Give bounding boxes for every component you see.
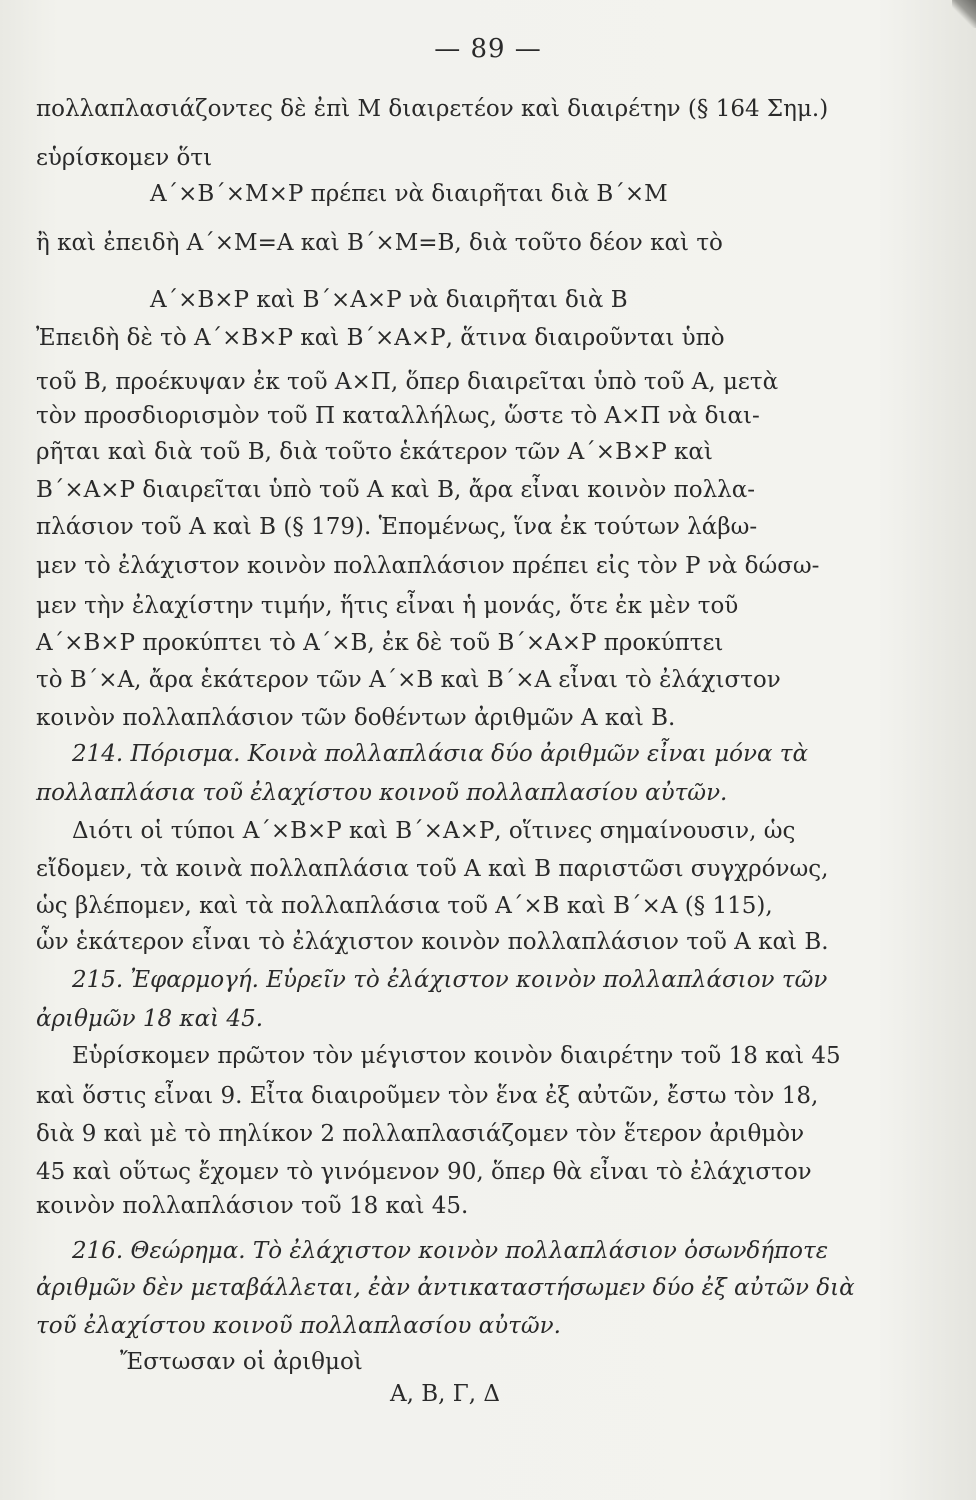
text-line: πλάσιον τοῦ Α καὶ Β (§ 179). Ἑπομένως, ἵνα ἐκ τούτων λάβω- bbox=[36, 514, 758, 540]
page-number: — 89 — bbox=[434, 34, 542, 64]
text-line: Ἔστωσαν οἱ ἀριθμοὶ bbox=[120, 1349, 363, 1375]
text-line: ρῆται καὶ διὰ τοῦ Β, διὰ τοῦτο ἑκάτερον τῶν Α΄×Β×Ρ καὶ bbox=[36, 439, 713, 465]
theorem-heading: 216. Θεώρημα. Τὸ ἐλάχιστον κοινὸν πολλαπλάσιον ὁσωνδήποτε bbox=[72, 1238, 829, 1264]
formula-line: Α΄×Β΄×Μ×Ρ πρέπει νὰ διαιρῆται διὰ Β΄×Μ bbox=[150, 181, 668, 207]
application-text: ἀριθμῶν 18 καὶ 45. bbox=[36, 1006, 264, 1032]
formula-line: Α, Β, Γ, Δ bbox=[390, 1381, 500, 1407]
corollary-text: πολλαπλάσια τοῦ ἐλαχίστου κοινοῦ πολλαπλασίου αὐτῶν. bbox=[36, 780, 728, 806]
text-line: Β΄×Α×Ρ διαιρεῖται ὑπὸ τοῦ Α καὶ Β, ἄρα εἶναι κοινὸν πολλα- bbox=[36, 477, 756, 503]
corollary-heading: 214. Πόρισμα. Κοινὰ πολλαπλάσια δύο ἀριθμῶν εἶναι μόνα τὰ bbox=[72, 741, 809, 767]
text-line: Ἐπειδὴ δὲ τὸ Α΄×Β×Ρ καὶ Β΄×Α×Ρ, ἅτινα διαιροῦνται ὑπὸ bbox=[36, 325, 725, 351]
text-line: 45 καὶ οὕτως ἔχομεν τὸ γινόμενον 90, ὅπερ θὰ εἶναι τὸ ἐλάχιστον bbox=[36, 1159, 812, 1185]
text-line: εὑρίσκομεν ὅτι bbox=[36, 145, 213, 171]
text-line: τὸ Β΄×Α, ἄρα ἑκάτερον τῶν Α΄×Β καὶ Β΄×Α εἶναι τὸ ἐλάχιστον bbox=[36, 667, 781, 693]
text-line: Διότι οἱ τύποι Α΄×Β×Ρ καὶ Β΄×Α×Ρ, οἵτινες σημαίνουσιν, ὡς bbox=[72, 818, 796, 844]
text-line: κοινὸν πολλαπλάσιον τοῦ 18 καὶ 45. bbox=[36, 1193, 469, 1219]
text-line: Α΄×Β×Ρ προκύπτει τὸ Α΄×Β, ἐκ δὲ τοῦ Β΄×Α×Ρ προκύπτει bbox=[36, 630, 724, 656]
text-line: ἢ καὶ ἐπειδὴ Α΄×Μ=Α καὶ Β΄×Μ=Β, διὰ τοῦτο δέον καὶ τὸ bbox=[36, 230, 723, 256]
page-corner-fold bbox=[952, 0, 976, 28]
text-line: εἴδομεν, τὰ κοινὰ πολλαπλάσια τοῦ Α καὶ Β παριστῶσι συγχρόνως, bbox=[36, 856, 829, 882]
application-heading: 215. Ἐφαρμογή. Εὑρεῖν τὸ ἐλάχιστον κοινὸν πολλαπλάσιον τῶν bbox=[72, 967, 828, 993]
text-line: καὶ ὅστις εἶναι 9. Εἶτα διαιροῦμεν τὸν ἕνα ἐξ αὐτῶν, ἔστω τὸν 18, bbox=[36, 1083, 819, 1109]
text-line: Εὑρίσκομεν πρῶτον τὸν μέγιστον κοινὸν διαιρέτην τοῦ 18 καὶ 45 bbox=[72, 1043, 841, 1069]
text-line: πολλαπλασιάζοντες δὲ ἐπὶ Μ διαιρετέον καὶ διαιρέτην (§ 164 Σημ.) bbox=[36, 96, 829, 122]
text-line: ὡς βλέπομεν, καὶ τὰ πολλαπλάσια τοῦ Α΄×Β καὶ Β΄×Α (§ 115), bbox=[36, 893, 773, 919]
text-line: ὧν ἑκάτερον εἶναι τὸ ἐλάχιστον κοινὸν πολλαπλάσιον τοῦ Α καὶ Β. bbox=[36, 929, 829, 955]
theorem-text: ἀριθμῶν δὲν μεταβάλλεται, ἐὰν ἀντικαταστήσωμεν δύο ἐξ αὐτῶν διὰ bbox=[36, 1275, 855, 1301]
text-line: μεν τὴν ἐλαχίστην τιμήν, ἥτις εἶναι ἡ μονάς, ὅτε ἐκ μὲν τοῦ bbox=[36, 593, 739, 619]
text-line: διὰ 9 καὶ μὲ τὸ πηλίκον 2 πολλαπλασιάζομεν τὸν ἕτερον ἀριθμὸν bbox=[36, 1121, 805, 1147]
formula-line: Α΄×Β×Ρ καὶ Β΄×Α×Ρ νὰ διαιρῆται διὰ Β bbox=[150, 287, 628, 313]
text-line: μεν τὸ ἐλάχιστον κοινὸν πολλαπλάσιον πρέπει εἰς τὸν Ρ νὰ δώσω- bbox=[36, 553, 820, 579]
theorem-text: τοῦ ἐλαχίστου κοινοῦ πολλαπλασίου αὐτῶν. bbox=[36, 1313, 561, 1339]
text-line: κοινὸν πολλαπλάσιον τῶν δοθέντων ἀριθμῶν Α καὶ Β. bbox=[36, 705, 676, 731]
text-line: τοῦ Β, προέκυψαν ἐκ τοῦ Α×Π, ὅπερ διαιρεῖται ὑπὸ τοῦ Α, μετὰ bbox=[36, 369, 779, 395]
text-line: τὸν προσδιορισμὸν τοῦ Π καταλλήλως, ὥστε τὸ Α×Π νὰ διαι- bbox=[36, 403, 760, 429]
